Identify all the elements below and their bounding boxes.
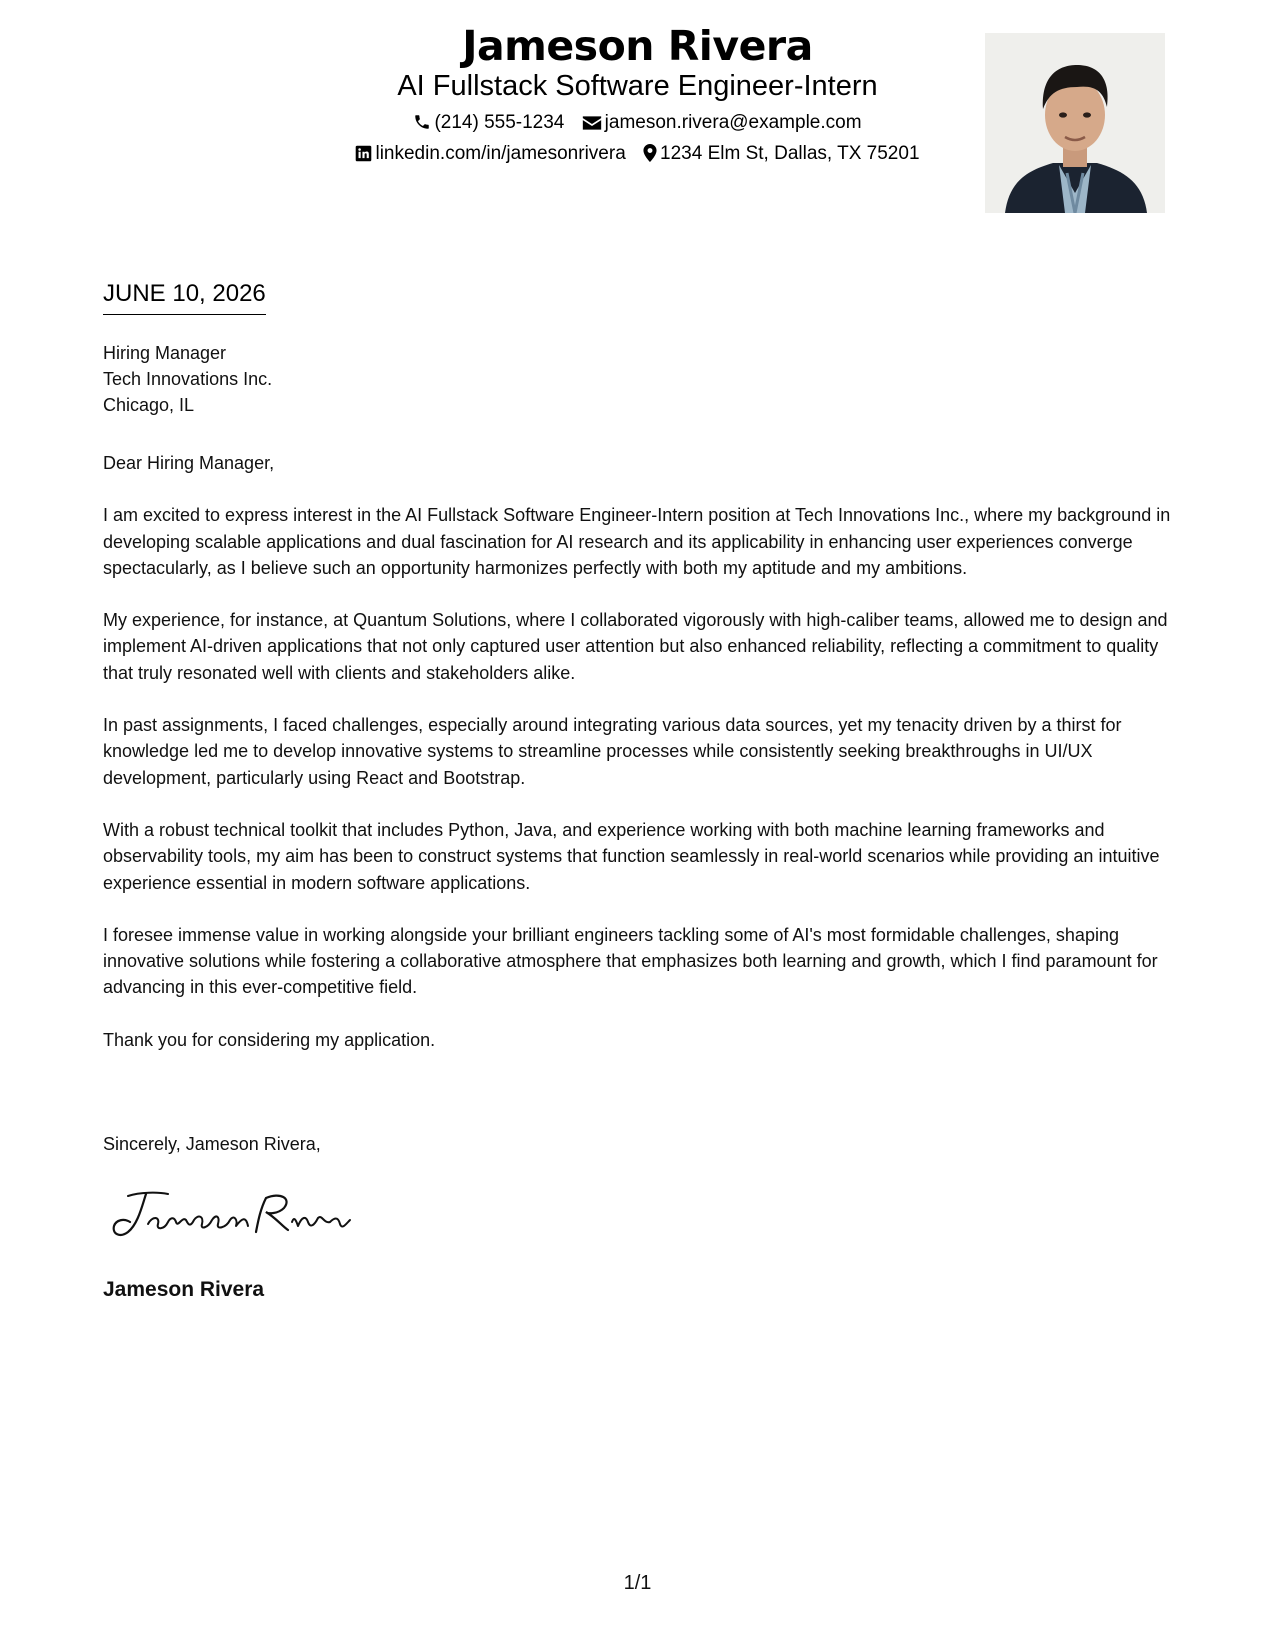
contact-linkedin[interactable] bbox=[355, 143, 625, 165]
phone-text: (214) 555-1234 bbox=[434, 112, 565, 133]
applicant-title: AI Fullstack Software Engineer-Intern bbox=[397, 70, 878, 102]
map-marker-icon bbox=[643, 144, 657, 162]
envelope-icon bbox=[582, 115, 602, 131]
phone-icon bbox=[413, 113, 431, 131]
email-text[interactable]: jameson.rivera@example.com bbox=[604, 112, 862, 133]
closing-line: Sincerely, Jameson Rivera, bbox=[103, 1134, 321, 1154]
letter-body bbox=[103, 450, 1173, 1079]
body-paragraph: Thank you for considering my application. bbox=[103, 1029, 436, 1050]
letter-date: JUNE 10, 2026 bbox=[103, 280, 266, 315]
contact-email[interactable] bbox=[582, 112, 862, 134]
address-text: 1234 Elm St, Dallas, TX 75201 bbox=[660, 143, 920, 164]
handwritten-signature bbox=[108, 1186, 358, 1251]
signer-name: Jameson Rivera bbox=[103, 1278, 265, 1301]
body-paragraph: My experience, for instance, at Quantum Solutions, where I collaborated vigorously with high-caliber teams, allowed me to design and implement AI-driven applications that not only captured user attention but also enhanced reliability, reflecting a commitment to quality that truly resonated well with clients and stakeholders alike. bbox=[103, 610, 1168, 683]
body-paragraph: In past assignments, I faced challenges, especially around integrating various data sources, yet my tenacity driven by a thirst for knowledge led me to develop innovative systems to streamline processes while consistently seeking breakthroughs in UI/UX development, particularly using React and Bootstrap. bbox=[103, 715, 1122, 788]
page-number: 1/1 bbox=[623, 1572, 652, 1594]
recipient-line: Chicago, IL bbox=[103, 395, 195, 415]
profile-photo bbox=[985, 33, 1165, 213]
linkedin-text[interactable]: linkedin.com/in/jamesonrivera bbox=[375, 143, 626, 164]
contact-phone bbox=[413, 112, 564, 134]
contact-address bbox=[643, 143, 919, 165]
body-paragraph: I foresee immense value in working alongside your brilliant engineers tackling some of AI's most formidable challenges, shaping innovative solutions while fostering a collaborative atmosphere that emphasizes both learning and growth, which I find paramount for advancing in this ever-competitive field. bbox=[103, 924, 1158, 998]
linkedin-icon bbox=[355, 145, 372, 162]
recipient-line: Tech Innovations Inc. bbox=[103, 369, 273, 389]
body-paragraph: With a robust technical toolkit that includes Python, Java, and experience working with both machine learning frameworks and observability tools, my aim has been to construct systems that function seamlessly in real-world scenarios while providing an intuitive experience essential in modern software applications. bbox=[103, 819, 1160, 893]
recipient-block bbox=[103, 340, 272, 418]
applicant-name: Jameson Rivera bbox=[462, 22, 813, 70]
body-paragraph: I am excited to express interest in the AI Fullstack Software Engineer-Intern position at Tech Innovations Inc., where my background in developing scalable applications and dual fascination for AI research and its applicability in enhancing user experiences converge spectacularly, as I believe such an opportunity harmonizes perfectly with both my aptitude and my ambitions. bbox=[103, 505, 1171, 578]
greeting: Dear Hiring Manager, bbox=[103, 453, 275, 473]
recipient-line: Hiring Manager bbox=[103, 343, 227, 363]
